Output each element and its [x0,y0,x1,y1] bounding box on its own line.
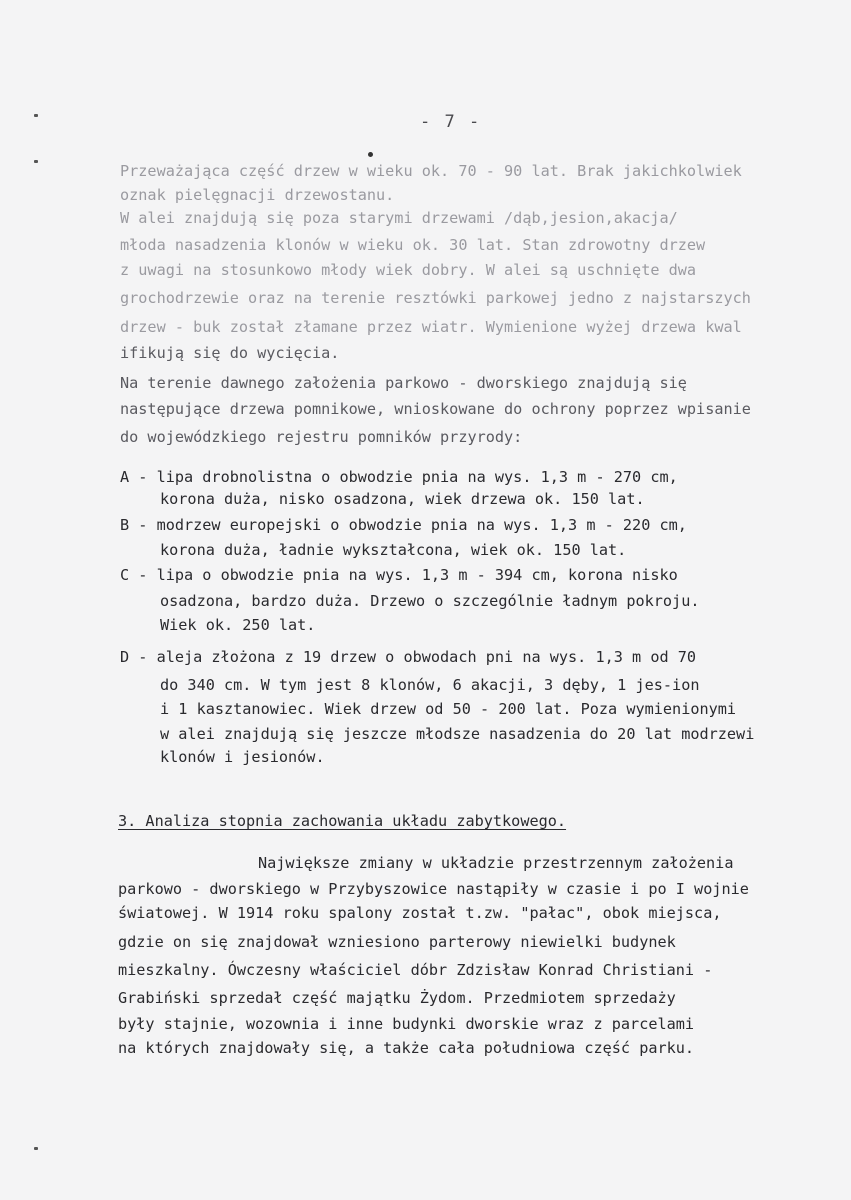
list-item-c-cont: Wiek ok. 250 lat. [160,616,316,634]
text-line: Grabiński sprzedał część majątku Żydom. Przedmiotem sprzedaży [118,989,676,1007]
list-item-d-cont: i 1 kasztanowiec. Wiek drzew od 50 - 200 lat. Poza wymienionymi [160,700,737,718]
list-item-c-cont: osadzona, bardzo duża. Drzewo o szczególnie ładnym pokroju. [160,592,700,610]
text-line: Największe zmiany w układzie przestrzennym założenia [258,854,734,872]
list-item-b-cont: korona duża, ładnie wykształcona, wiek ok. 150 lat. [160,541,627,559]
list-item-d-cont: klonów i jesionów. [160,748,325,766]
text-line: Na terenie dawnego założenia parkowo - dworskiego znajdują się [120,374,687,392]
text-line: były stajnie, wozownia i inne budynki dworskie wraz z parcelami [118,1015,695,1033]
page-mark [34,1147,38,1150]
list-item-c: C - lipa o obwodzie pnia na wys. 1,3 m - 394 cm, korona nisko [120,566,678,584]
list-item-b: B - modrzew europejski o obwodzie pnia na wys. 1,3 m - 220 cm, [120,516,687,534]
text-line: Przeważająca część drzew w wieku ok. 70 - 90 lat. Brak jakichkolwiek [120,162,742,180]
section-heading: 3. Analiza stopnia zachowania układu zabytkowego. [118,812,567,830]
page-mark [34,114,38,117]
text-line: gdzie on się znajdował wzniesiono parterowy niewielki budynek [118,933,676,951]
text-line: W alei znajdują się poza starymi drzewami /dąb,jesion,akacja/ [120,209,678,227]
text-line: oznak pielęgnacji drzewostanu. [120,186,395,204]
text-line: światowej. W 1914 roku spalony został t.zw. "pałac", obok miejsca, [118,904,722,922]
list-item-d-cont: do 340 cm. W tym jest 8 klonów, 6 akacji, 3 dęby, 1 jes-ion [160,676,700,694]
list-item-a: A - lipa drobnolistna o obwodzie pnia na wys. 1,3 m - 270 cm, [120,468,678,486]
list-item-d-cont: w alei znajdują się jeszcze młodsze nasadzenia do 20 lat modrzewi [160,725,755,743]
text-line: drzew - buk został złamane przez wiatr. Wymienione wyżej drzewa kwal [120,318,742,336]
page-mark [34,160,38,163]
list-item-d: D - aleja złożona z 19 drzew o obwodach pni na wys. 1,3 m od 70 [120,648,697,666]
text-line: parkowo - dworskiego w Przybyszowice nastąpiły w czasie i po I wojnie [118,880,749,898]
text-line: młoda nasadzenia klonów w wieku ok. 30 lat. Stan zdrowotny drzew [120,236,706,254]
text-line: z uwagi na stosunkowo młody wiek dobry. W alei są uschnięte dwa [120,261,697,279]
page-number: - 7 - [420,112,482,132]
text-line: do wojewódzkiego rejestru pomników przyrody: [120,428,523,446]
ink-dot [368,152,373,157]
list-item-a-cont: korona duża, nisko osadzona, wiek drzewa ok. 150 lat. [160,490,645,508]
text-line: grochodrzewie oraz na terenie resztówki parkowej jedno z najstarszych [120,289,751,307]
text-line: następujące drzewa pomnikowe, wnioskowane do ochrony poprzez wpisanie [120,400,751,418]
text-line: mieszkalny. Ówczesny właściciel dóbr Zdzisław Konrad Christiani - [118,961,713,979]
text-line: na których znajdowały się, a także cała południowa część parku. [118,1039,695,1057]
text-line: ifikują się do wycięcia. [120,344,340,362]
